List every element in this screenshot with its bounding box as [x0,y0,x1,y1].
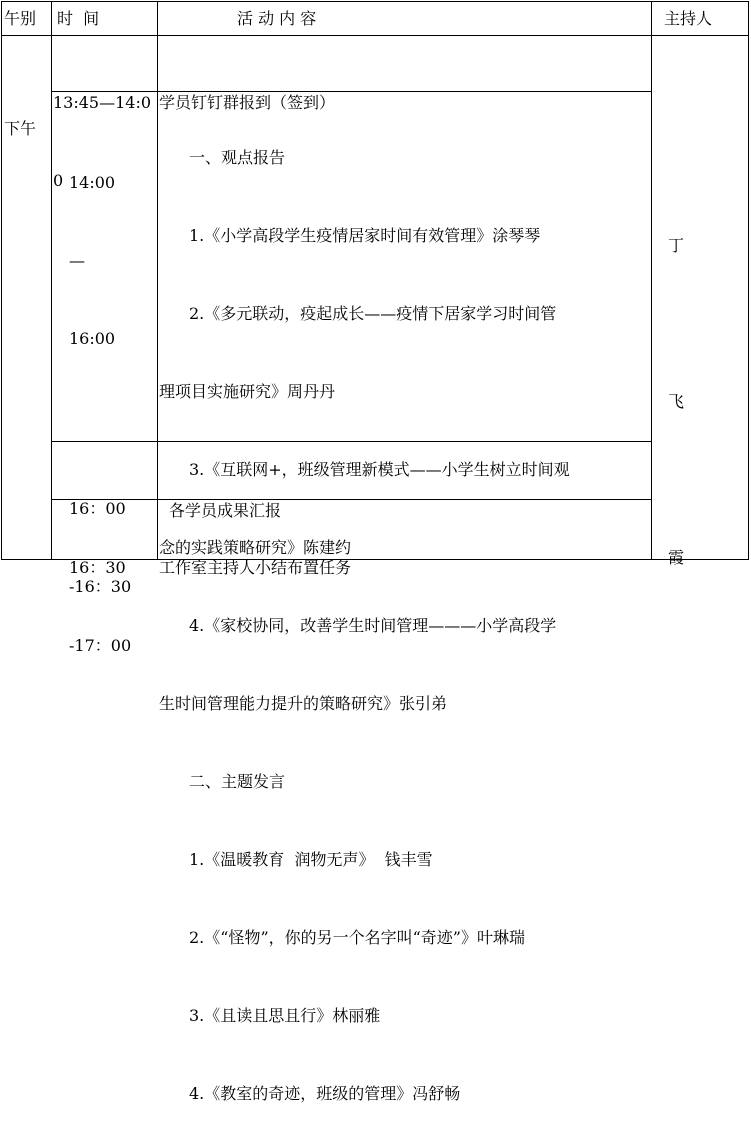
header-content: 活 动 内 容 [237,9,317,28]
row4-content [159,503,351,633]
content-line: 理项目实施研究》周丹丹 [159,382,336,401]
content-line: 4.《家校协同，改善学生时间管理———小学高段学 [189,616,557,635]
row2-time [69,118,115,404]
time-line: 14:00 [69,173,116,192]
time-line: -16：30 [69,577,132,596]
border-top [1,1,749,2]
host-char: 飞 [668,392,685,411]
period-label: 下午 [4,119,37,138]
border-right [748,1,749,560]
border-left [1,1,2,560]
time-line: 16：30 [69,558,126,577]
time-line: 13:45—14:0 [53,93,152,112]
header-time: 时 间 [57,9,100,28]
col-divider [157,1,158,560]
host-name [668,116,688,688]
content-line: 2.《多元联动，疫起成长——疫情下居家学习时间管 [189,304,557,323]
content-line: 2.《“怪物”，你的另一个名字叫“奇迹”》叶琳瑞 [189,928,525,947]
time-line: -17：00 [69,636,132,655]
time-line: 16:00 [69,329,116,348]
host-char: 霞 [668,548,685,567]
content-line: 各学员成果汇报 [169,501,282,520]
header-divider [1,35,749,36]
time-line: 16：00 [69,499,126,518]
row4-time [69,503,131,711]
content-line: 生时间管理能力提升的策略研究》张引弟 [159,694,448,713]
content-line: 3.《互联网+，班级管理新模式——小学生树立时间观 [189,460,570,479]
content-line: 4.《教室的奇迹，班级的管理》冯舒畅 [189,1084,461,1103]
content-line: 念的实践策略研究》陈建约 [159,538,352,557]
content-line: 3.《且读且思且行》林丽雅 [189,1006,381,1025]
content-line: 1.《小学高段学生疫情居家时间有效管理》涂琴琴 [189,226,541,245]
content-line: 学员钉钉群报到（签到） [159,93,336,112]
content-heading: 一、观点报告 [189,148,286,167]
col-divider [51,1,52,560]
time-line: 0 [53,171,64,190]
content-line: 工作室主持人小结布置任务 [159,558,352,577]
time-line: — [69,251,85,270]
header-period: 午别 [4,9,37,28]
content-line: 1.《温暖教育 润物无声》 钱丰雪 [189,850,433,869]
col-divider [651,1,652,560]
host-char: 丁 [668,236,685,255]
schedule-table [1,1,749,1103]
header-host: 主持人 [664,9,713,28]
content-heading: 二、主题发言 [189,772,286,791]
